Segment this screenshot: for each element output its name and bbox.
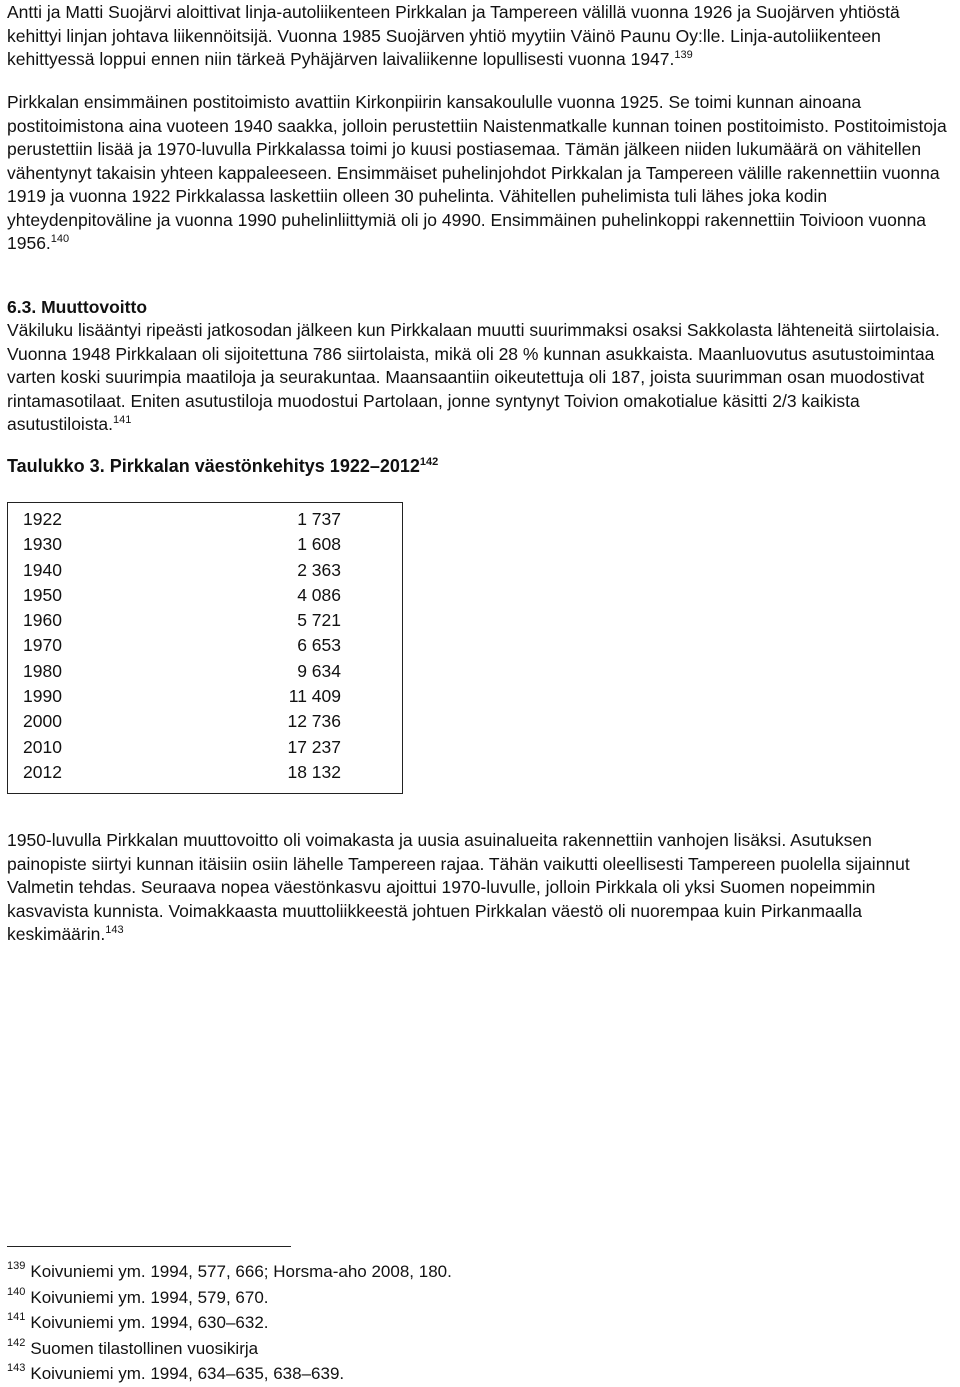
population-cell: 18 132 [287, 761, 341, 782]
footnote-item [7, 1259, 452, 1285]
footnote-item [7, 1310, 452, 1336]
footnote-number: 141 [7, 1311, 26, 1324]
year-cell: 1960 [23, 610, 62, 631]
footnote-text: Koivuniemi ym. 1994, 577, 666; Horsma-aho 2008, 180. [30, 1262, 452, 1281]
year-cell: 2012 [23, 761, 62, 782]
section-number: 6.3. [7, 297, 37, 317]
footnote-ref[interactable]: 140 [50, 233, 70, 245]
population-table [7, 502, 403, 794]
population-cell: 6 653 [297, 635, 341, 656]
footnote-text: Suomen tilastollinen vuosikirja [30, 1338, 259, 1358]
table-row [23, 608, 341, 633]
footnote-number: 139 [7, 1260, 26, 1272]
table-row [23, 709, 341, 734]
footnote-ref[interactable]: 139 [674, 49, 693, 61]
footnote-ref[interactable]: 143 [105, 924, 124, 936]
population-cell: 1 737 [297, 509, 341, 529]
paragraph-migration [7, 319, 955, 437]
footnote-number: 140 [7, 1285, 26, 1298]
section-title: Muuttovoitto [41, 297, 148, 317]
population-table-grid [23, 507, 341, 785]
paragraph-text: Pirkkalan ensimmäinen postitoimisto avattiin Kirkonpiirin kansakoululle vuonna 1925. Se toimi kunnan ainoana postitoimistona aina vuoteen 1940 saakka, jolloin perustettiin Naistenmatkalle kunnan toinen postitoimisto. Postitoimistoja perustettiin lisää ja 1970-luvulla Pirkkalassa toimi jo kuusi postiasemaa. Tämän jälkeen niiden lukumäärä on vähitellen vähentynyt takaisin yhteen kappaleeseen. Ensimmäiset puhelinjohdot Pirkkalan ja Tampereen välille rakennettiin vuonna 1919 ja vuonna 1922 Pirkkalassa laskettiin olleen 30 puhelinta. Vähitellen puhelimista tuli lähes joka kodin yhteydenpitoväline ja vuonna 1990 puhelinliittymiä oli jo 4990. Ensimmäinen puhelinkoppi rakennettiin Toivioon vuonna 1956. [7, 92, 947, 253]
table-row [23, 532, 341, 557]
population-cell: 5 721 [297, 610, 341, 631]
year-cell: 1950 [23, 584, 62, 605]
footnote-text: Koivuniemi ym. 1994, 579, 670. [30, 1287, 269, 1307]
year-cell: 1940 [23, 559, 62, 580]
paragraph-bus-traffic [7, 1, 955, 72]
table-row [23, 659, 341, 684]
year-cell: 2010 [23, 736, 62, 757]
footnote-number: 142 [7, 1336, 26, 1349]
paragraph-post-and-phone [7, 91, 955, 256]
population-cell: 17 237 [287, 736, 341, 757]
population-cell: 9 634 [297, 660, 341, 681]
population-cell: 11 409 [288, 686, 341, 707]
footnote-text: Koivuniemi ym. 1994, 634–635, 638–639. [30, 1364, 345, 1384]
year-cell: 1990 [23, 686, 62, 707]
population-cell: 12 736 [287, 711, 341, 732]
footnote-number: 143 [7, 1362, 26, 1375]
footnote-divider [7, 1246, 291, 1247]
year-cell: 1922 [23, 509, 62, 529]
paragraph-population-growth [7, 829, 955, 947]
footnote-ref[interactable]: 141 [113, 414, 132, 426]
paragraph-text: Väkiluku lisääntyi ripeästi jatkosodan jälkeen kun Pirkkalaan muutti suurimmaksi osaksi Sakkolasta lähteneitä siirtolaisia. Vuonna 1948 Pirkkalaan oli sijoitettuna 786 siirtolaista, mikä oli 28 % kunnan asukkaista. Maanluovutus asutustoimintaa varten koski suurimpia maatiloja ja seurakuntaa. Maansaantiin oikeutettuja oli 187, joista suurimman osan muodostivat rintamasotilaat. Eniten asutustiloja muodostui Partolaan, jonne syntynyt Toivion omakotialue käsitti 2/3 kaikista asutustiloista. [7, 320, 940, 434]
population-cell: 1 608 [297, 534, 341, 555]
footnote-text: Koivuniemi ym. 1994, 630–632. [30, 1313, 269, 1333]
table-caption-text: Taulukko 3. Pirkkalan väestönkehitys 1922–2012 [7, 456, 420, 476]
population-cell: 4 086 [297, 584, 341, 605]
population-table-body [23, 507, 341, 785]
table-row [23, 684, 341, 709]
year-cell: 1970 [23, 635, 62, 656]
section-heading [7, 296, 147, 320]
footnote-item [7, 1361, 452, 1387]
year-cell: 2000 [23, 711, 62, 732]
table-caption [7, 455, 438, 479]
paragraph-text: Antti ja Matti Suojärvi aloittivat linja-autoliikenteen Pirkkalan ja Tampereen välillä vuonna 1926 ja Suojärven yhtiöstä kehittyi linjan johtava liikennöitsijä. Vuonna 1985 Suojärven yhtiö myytiin Väinö Paunu Oy:lle. Linja-autoliikenteen kehittyessä loppui ennen niin tärkeä Pyhäjärven laivaliikenne lopullisesti vuonna 1947. [7, 2, 900, 69]
year-cell: 1930 [23, 534, 62, 555]
table-row [23, 507, 341, 532]
paragraph-text: 1950-luvulla Pirkkalan muuttovoitto oli voimakasta ja uusia asuinalueita rakennettiin vanhojen lisäksi. Asutuksen painopiste siirtyi kunnan itäisiin osiin lähelle Tampereen rajaa. Tähän vaikutti oleellisesti Tampereen puolella sijainnut Valmetin tehdas. Seuraava nopea väestönkasvu ajoittui 1970-luvulle, jolloin Pirkkala oli yksi Suomen nopeimmin kasvavista kunnista. Voimakkaasta muuttoliikkeestä johtuen Pirkkalan väestö oli nuorempaa kuin Pirkanmaalla keskimäärin. [7, 830, 910, 944]
footnote-ref[interactable]: 142 [419, 456, 439, 468]
table-row [23, 633, 341, 658]
footnote-item [7, 1336, 452, 1362]
footnote-item [7, 1285, 452, 1311]
table-row [23, 583, 341, 608]
table-row [23, 760, 341, 785]
table-row [23, 735, 341, 760]
table-row [23, 558, 341, 583]
population-cell: 2 363 [297, 559, 341, 580]
footnotes [7, 1259, 452, 1387]
year-cell: 1980 [23, 660, 62, 681]
